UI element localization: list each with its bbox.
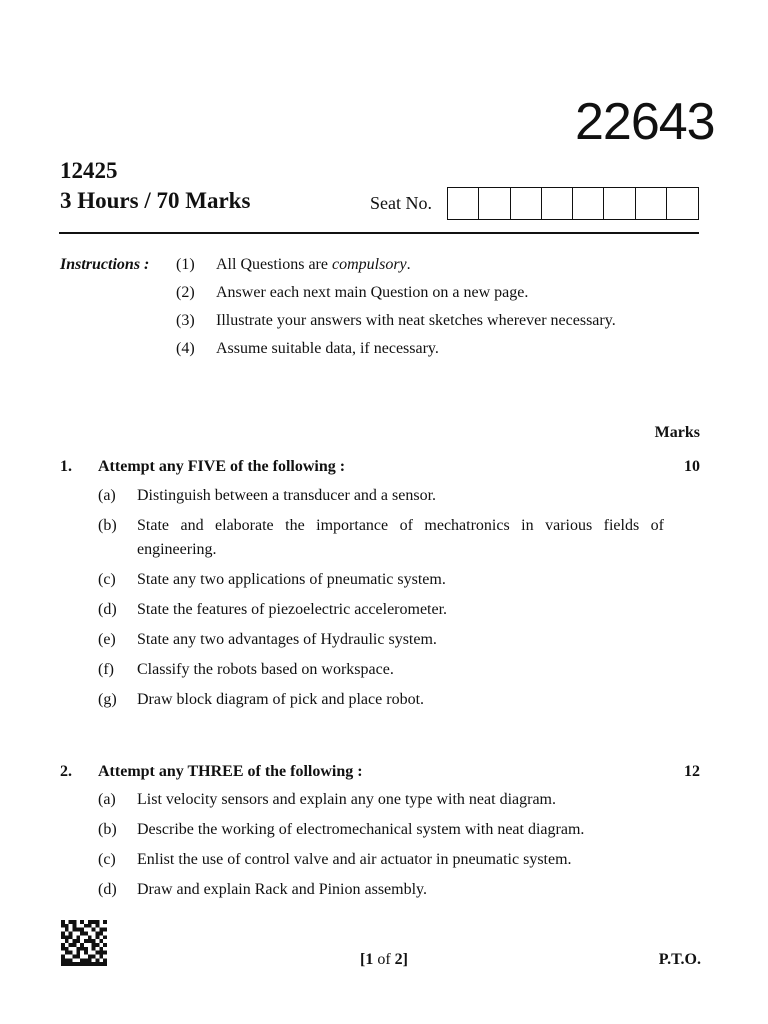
subject-code: 22643 bbox=[575, 93, 715, 151]
seat-number-box[interactable] bbox=[667, 188, 698, 219]
subquestion bbox=[98, 658, 664, 682]
marks-column-heading: Marks bbox=[654, 424, 700, 441]
subquestion-text: State and elaborate the importance of mechatronics in various fields of engineering. bbox=[137, 517, 664, 558]
instruction-text: All Questions are compulsory. bbox=[216, 256, 411, 273]
instruction-text: Illustrate your answers with neat sketches wherever necessary. bbox=[216, 312, 616, 329]
question-1-marks: 10 bbox=[684, 458, 700, 475]
instruction-number: (1) bbox=[176, 256, 195, 273]
page-indicator: [1 of 2] bbox=[360, 951, 408, 968]
seat-number-box[interactable] bbox=[448, 188, 479, 219]
subquestion bbox=[98, 848, 664, 872]
question-1-subquestions bbox=[98, 484, 664, 718]
question-1-title: Attempt any FIVE of the following : bbox=[98, 458, 346, 475]
subquestion bbox=[98, 878, 664, 902]
subquestion bbox=[98, 484, 664, 508]
question-2-number: 2. bbox=[60, 763, 72, 780]
instruction-text: Assume suitable data, if necessary. bbox=[216, 340, 439, 357]
seat-number-box[interactable] bbox=[573, 188, 604, 219]
page-current: 1 bbox=[365, 951, 374, 968]
seat-number-label: Seat No. bbox=[370, 193, 432, 213]
subquestion bbox=[98, 688, 664, 712]
subquestion bbox=[98, 598, 664, 622]
paper-code: 12425 bbox=[60, 158, 118, 183]
subquestion-text: Enlist the use of control valve and air actuator in pneumatic system. bbox=[137, 851, 572, 868]
instruction-number: (3) bbox=[176, 312, 195, 329]
question-2-title: Attempt any THREE of the following : bbox=[98, 763, 363, 780]
subquestion-label: (a) bbox=[98, 487, 116, 504]
question-2-subquestions bbox=[98, 788, 664, 908]
duration-marks: 3 Hours / 70 Marks bbox=[60, 188, 251, 213]
instruction-item bbox=[176, 255, 616, 283]
question-1-number: 1. bbox=[60, 458, 72, 475]
seat-number-box[interactable] bbox=[511, 188, 542, 219]
subquestion-text: Classify the robots based on workspace. bbox=[137, 661, 394, 678]
subquestion-text: State the features of piezoelectric accelerometer. bbox=[137, 601, 448, 618]
seat-number-box[interactable] bbox=[479, 188, 510, 219]
subquestion bbox=[98, 628, 664, 652]
instruction-text: Answer each next main Question on a new page. bbox=[216, 284, 529, 301]
subquestion-text: State any two advantages of Hydraulic system. bbox=[137, 631, 437, 648]
subquestion bbox=[98, 818, 664, 842]
subquestion-label: (f) bbox=[98, 661, 114, 678]
seat-number-box[interactable] bbox=[636, 188, 667, 219]
subquestion-label: (e) bbox=[98, 631, 116, 648]
qr-code-icon bbox=[61, 920, 107, 966]
subquestion bbox=[98, 568, 664, 592]
subquestion-text: Draw and explain Rack and Pinion assembly. bbox=[137, 881, 428, 898]
seat-number-box[interactable] bbox=[542, 188, 573, 219]
instructions-list bbox=[176, 255, 616, 367]
subquestion-label: (a) bbox=[98, 791, 116, 808]
subquestion-text: State any two applications of pneumatic system. bbox=[137, 571, 446, 588]
please-turn-over: P.T.O. bbox=[658, 951, 701, 968]
instruction-item bbox=[176, 339, 616, 367]
subquestion-label: (b) bbox=[98, 517, 117, 534]
question-2-marks: 12 bbox=[684, 763, 700, 780]
instruction-item bbox=[176, 283, 616, 311]
subquestion-label: (c) bbox=[98, 571, 116, 588]
seat-number-boxes[interactable] bbox=[447, 187, 699, 220]
header-divider bbox=[59, 232, 699, 234]
subquestion-label: (c) bbox=[98, 851, 116, 868]
subquestion-text: Draw block diagram of pick and place robot. bbox=[137, 691, 425, 708]
subquestion-label: (g) bbox=[98, 691, 117, 708]
subquestion-label: (d) bbox=[98, 881, 117, 898]
subquestion bbox=[98, 788, 664, 812]
instructions-label: Instructions : bbox=[60, 256, 150, 273]
subquestion-text: Distinguish between a transducer and a sensor. bbox=[137, 487, 437, 504]
instruction-number: (4) bbox=[176, 340, 195, 357]
subquestion bbox=[98, 514, 664, 562]
subquestion-text: Describe the working of electromechanical system with neat diagram. bbox=[137, 821, 585, 838]
instruction-item bbox=[176, 311, 616, 339]
page-total: 2 bbox=[394, 951, 403, 968]
seat-number-box[interactable] bbox=[604, 188, 635, 219]
instruction-number: (2) bbox=[176, 284, 195, 301]
subquestion-label: (b) bbox=[98, 821, 117, 838]
subquestion-label: (d) bbox=[98, 601, 117, 618]
subquestion-text: List velocity sensors and explain any one type with neat diagram. bbox=[137, 791, 556, 808]
